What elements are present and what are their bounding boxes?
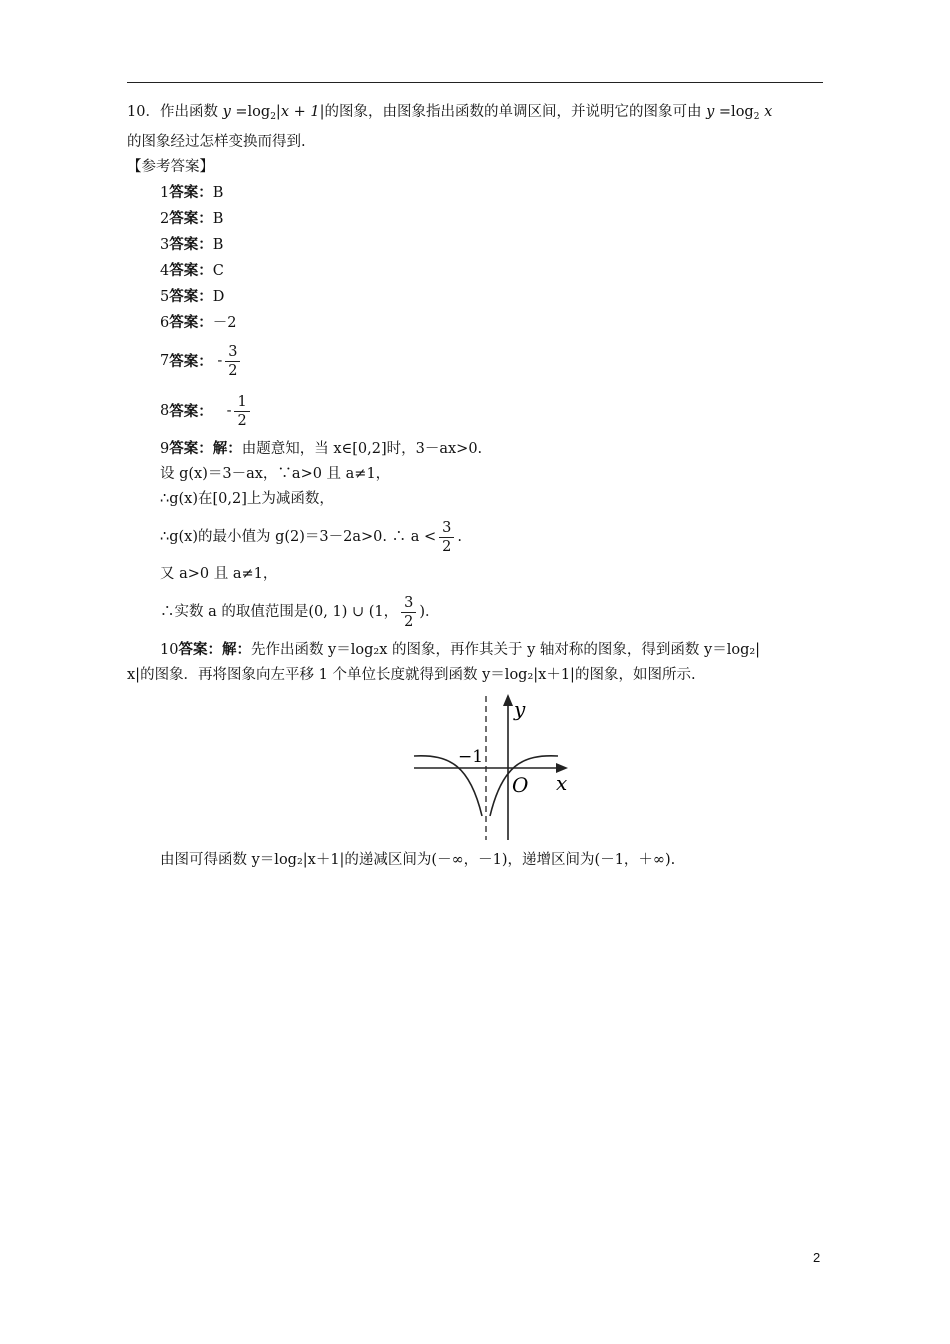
origin-label: O bbox=[512, 773, 529, 797]
answer-item: 2答案：B bbox=[160, 210, 224, 227]
document-body bbox=[127, 100, 827, 873]
function-graph bbox=[410, 690, 580, 846]
header-rule bbox=[127, 82, 823, 83]
answer-10-line-2: x|的图象．再将图象向左平移 1 个单位长度就得到函数 y＝log₂|x＋1|的图象，如图所示. bbox=[127, 667, 696, 683]
question-number: 10 bbox=[127, 104, 146, 120]
page-number: 2 bbox=[813, 1250, 821, 1265]
answer-9-line-3: ∴g(x)在[0,2]上为减函数， bbox=[160, 491, 334, 507]
abs-bar-right: | bbox=[319, 104, 325, 120]
answer-item: 6答案：－2 bbox=[160, 314, 237, 331]
conclusion: 由图可得函数 y＝log₂|x＋1|的递减区间为(－∞，－1)，递增区间为(－1，＋∞). bbox=[160, 852, 676, 868]
log-abs-graph bbox=[127, 688, 827, 848]
answer-9-line-5: 又 a>0 且 a≠1， bbox=[160, 566, 278, 582]
fraction: $\frac{3}{2}$ bbox=[439, 519, 454, 556]
fraction: $\frac{1}{2}$ bbox=[234, 393, 249, 430]
answer-9-line-2: 设 g(x)＝3－ax，∵a>0 且 a≠1， bbox=[160, 466, 391, 482]
question-10-line-1: 10．作出函数 $y =\log_2|x + 1|$的图象，由图象指出函数的单调区间，并说明它的图象可由 $y =\log_2$ x bbox=[127, 104, 773, 122]
answer-7: 7 答案： - $\frac{3}{2}$ bbox=[127, 336, 827, 386]
simple-answer-list bbox=[127, 180, 827, 336]
answer-9-line-4: ∴g(x)的最小值为 g(2)＝3－2a>0. ∴ a < $\frac{3}{2}$ . bbox=[160, 519, 462, 555]
answer-9-line-6: ∴实数 a 的取值范围是(0, 1) ∪ (1， $\frac{3}{2}$ )． bbox=[160, 594, 440, 630]
answer-item: 1答案：B bbox=[160, 184, 224, 201]
fraction: $\frac{3}{2}$ bbox=[225, 343, 240, 380]
answer-10-line-1: 10答案：解：先作出函数 y＝log₂x 的图象，再作其关于 y 轴对称的图象，得到函数 y＝log₂| bbox=[160, 641, 761, 658]
question-10-line-2: 的图象经过怎样变换而得到. bbox=[127, 134, 306, 150]
fraction: $\frac{3}{2}$ bbox=[401, 594, 416, 631]
answer-item: 4答案：C bbox=[160, 262, 224, 279]
answer-9-line-1: 9答案：解：由题意知，当 x∈[0,2]时，3－ax>0. bbox=[160, 440, 483, 457]
y-axis-arrow-icon bbox=[503, 694, 513, 706]
x-label: x bbox=[556, 771, 568, 795]
minus-one-label: −1 bbox=[458, 747, 484, 767]
y-label: y bbox=[514, 697, 526, 721]
answer-8: 8 答案： - $\frac{1}{2}$ bbox=[127, 386, 827, 436]
answer-item: 3答案：B bbox=[160, 236, 224, 253]
reference-answers-header: 【参考答案】 bbox=[127, 159, 214, 175]
answer-item: 5答案：D bbox=[160, 288, 225, 305]
abs-bar-left: | bbox=[275, 104, 281, 120]
